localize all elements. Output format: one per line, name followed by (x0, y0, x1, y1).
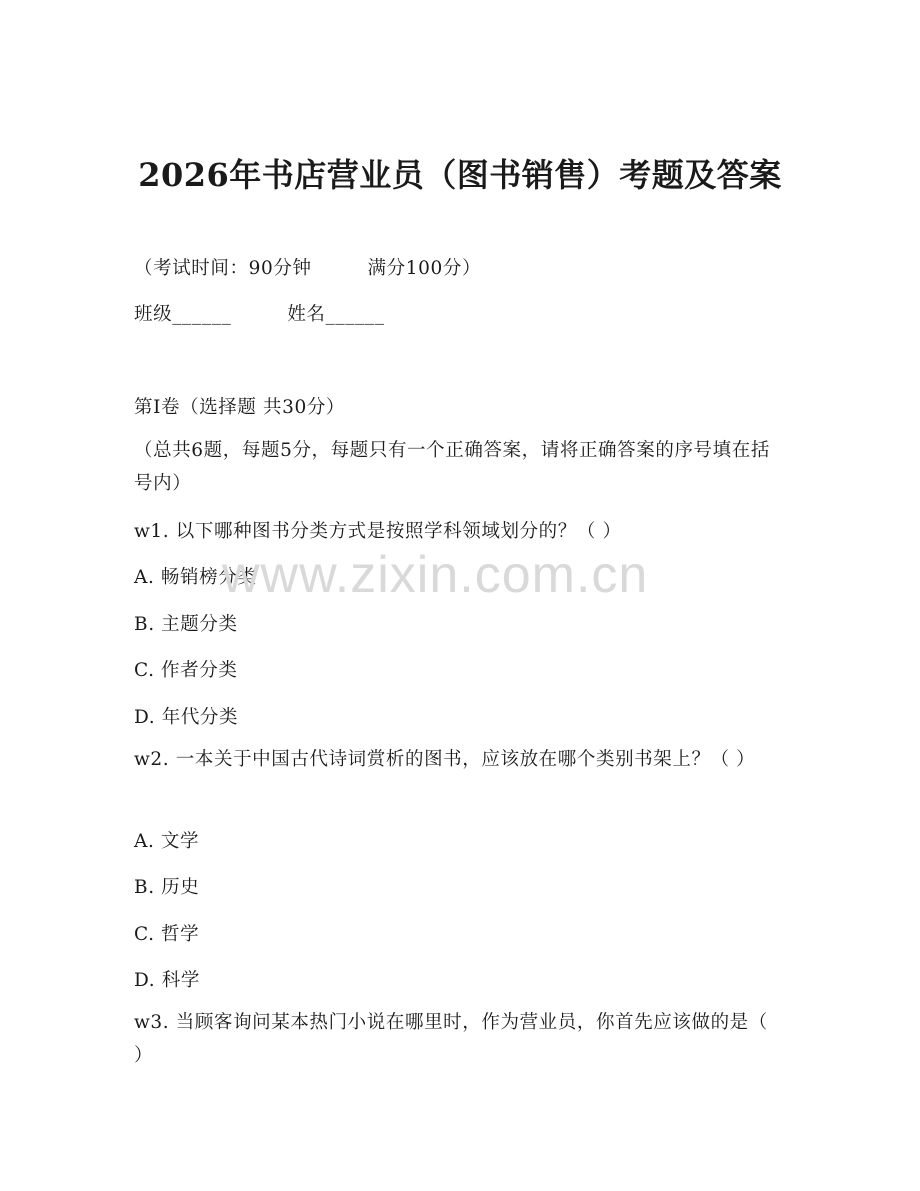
watermark: www.zixin.com.cn (222, 546, 649, 604)
section-heading: 第Ⅰ卷（选择题 共30分） (134, 397, 346, 418)
exam-time: （考试时间：90分钟 (134, 258, 312, 279)
question-stem: w2. 一本关于中国古代诗词赏析的图书，应该放在哪个类别书架上？（ ） (134, 749, 756, 770)
exam-info (134, 254, 481, 280)
option-d: D. 年代分类 (134, 707, 239, 728)
question-stem: w3. 当顾客询问某本热门小说在哪里时，作为营业员，你首先应该做的是（ ） (134, 1012, 768, 1066)
document-title: 2026年书店营业员（图书销售）考题及答案 (138, 156, 782, 194)
section-instructions: （总共6题，每题5分，每题只有一个正确答案，请将正确答案的序号填在括号内） (134, 440, 770, 494)
option-c: C. 哲学 (134, 924, 200, 945)
option-b: B. 历史 (134, 877, 200, 898)
option-a: A. 畅销榜分类 (134, 567, 257, 588)
option-d: D. 科学 (134, 970, 200, 991)
name-field: 姓名______ (287, 304, 385, 325)
student-fields (134, 300, 385, 326)
class-field: 班级______ (134, 304, 232, 325)
exam-score: 满分100分） (367, 258, 482, 279)
option-c: C. 作者分类 (134, 660, 238, 681)
option-a: A. 文学 (134, 831, 200, 852)
option-b: B. 主题分类 (134, 614, 238, 635)
question-stem: w1. 以下哪种图书分类方式是按照学科领域划分的？（ ） (134, 521, 622, 542)
